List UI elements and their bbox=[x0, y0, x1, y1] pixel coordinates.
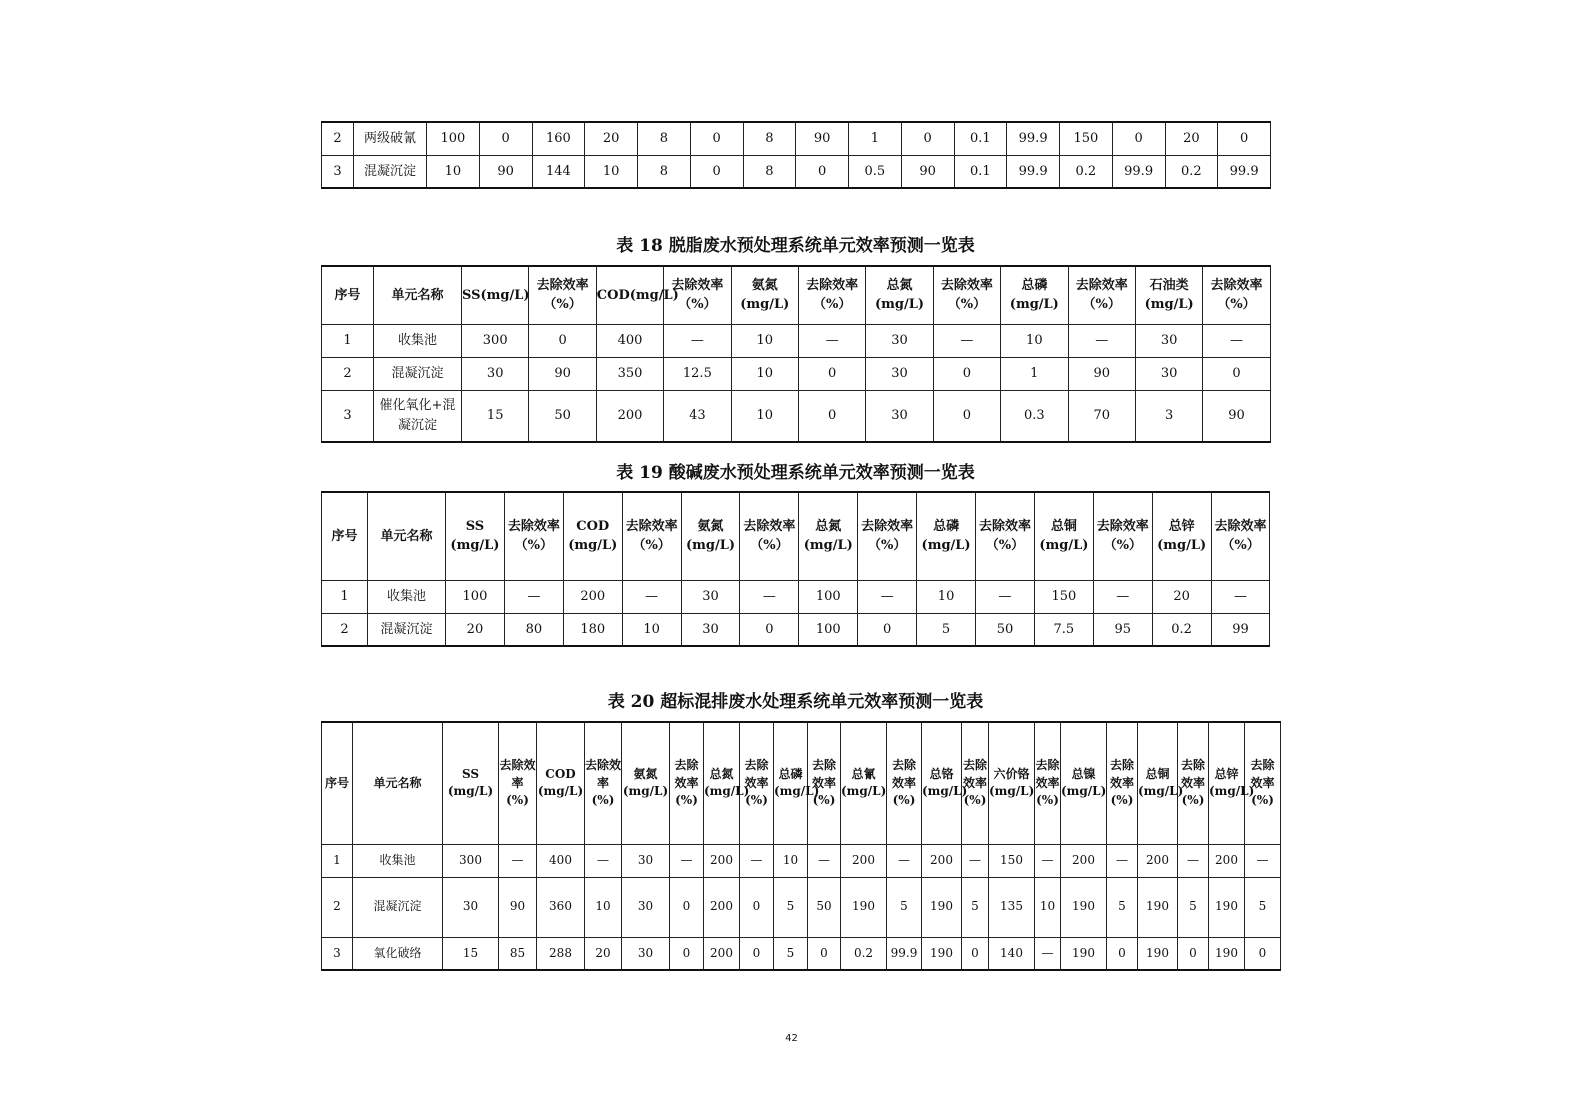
table-cell: 1 bbox=[322, 580, 368, 613]
column-header: 总磷 (mg/L) bbox=[917, 492, 976, 580]
column-header: 单元名称 bbox=[374, 266, 462, 324]
table-cell: 99 bbox=[1211, 613, 1270, 646]
table-cell: 190 bbox=[1209, 937, 1245, 970]
table-cell: — bbox=[499, 844, 537, 877]
table-cell: 1 bbox=[322, 324, 374, 357]
table-cell: 135 bbox=[989, 877, 1035, 937]
page-number: 42 bbox=[785, 1033, 798, 1044]
table-cell: 30 bbox=[622, 937, 670, 970]
table-cell: — bbox=[858, 580, 917, 613]
table-cell: 100 bbox=[446, 580, 505, 613]
table-cell: — bbox=[933, 324, 1000, 357]
table-cell: 5 bbox=[917, 613, 976, 646]
table-cell: 0.3 bbox=[1001, 390, 1068, 442]
table18-title: 表 18 脱脂废水预处理系统单元效率预测一览表 bbox=[616, 236, 975, 256]
table-cell: 0 bbox=[1112, 122, 1165, 155]
column-header: 去除效率（%） bbox=[504, 492, 563, 580]
column-header: 去除效率（%） bbox=[664, 266, 731, 324]
column-header: 去除效率 (%) bbox=[1035, 722, 1061, 844]
table-cell: 0 bbox=[690, 122, 743, 155]
column-header: 石油类 (mg/L) bbox=[1135, 266, 1202, 324]
table-cell: 0 bbox=[740, 877, 774, 937]
table-cell: 90 bbox=[479, 155, 532, 188]
table-cell: 50 bbox=[529, 390, 596, 442]
table-cell: 160 bbox=[532, 122, 585, 155]
table-cell: 催化氧化+混凝沉淀 bbox=[374, 390, 462, 442]
table-cell: 90 bbox=[796, 122, 849, 155]
table-cell: 200 bbox=[1138, 844, 1178, 877]
table-cell: 200 bbox=[704, 844, 740, 877]
table-cell: — bbox=[670, 844, 704, 877]
column-header: 去除效率（%） bbox=[1203, 266, 1270, 324]
table-cell: — bbox=[740, 580, 799, 613]
column-header: 去除效率（%） bbox=[933, 266, 1000, 324]
table-cell: 20 bbox=[585, 122, 638, 155]
column-header: 去除效率（%） bbox=[529, 266, 596, 324]
table-cell: 0 bbox=[901, 122, 954, 155]
table-cell: 30 bbox=[866, 390, 933, 442]
table-cell: 30 bbox=[681, 613, 740, 646]
table-cell: 300 bbox=[443, 844, 499, 877]
table-cell: 0 bbox=[670, 877, 704, 937]
column-header: 去除效率 (%) bbox=[1178, 722, 1209, 844]
table-cell: 混凝沉淀 bbox=[354, 155, 427, 188]
table-cell: 10 bbox=[427, 155, 480, 188]
table-cell: 90 bbox=[499, 877, 537, 937]
table-cell: 30 bbox=[1135, 324, 1202, 357]
table-cell: 50 bbox=[976, 613, 1035, 646]
table-cell: 0 bbox=[1218, 122, 1271, 155]
table-cell: 5 bbox=[1107, 877, 1138, 937]
column-header: 去除效率 (%) bbox=[499, 722, 537, 844]
table-cell: 0 bbox=[798, 390, 865, 442]
table-cell: 两级破氰 bbox=[354, 122, 427, 155]
table-cell: — bbox=[622, 580, 681, 613]
table-cell: 99.9 bbox=[1218, 155, 1271, 188]
table-cell: 3 bbox=[322, 937, 353, 970]
table-cell: 1 bbox=[849, 122, 902, 155]
column-header: 六价铬 (mg/L) bbox=[989, 722, 1035, 844]
table-cell: 200 bbox=[922, 844, 962, 877]
table-cell: 0 bbox=[962, 937, 989, 970]
table-cell: 3 bbox=[322, 155, 354, 188]
table-cell: 0 bbox=[933, 390, 1000, 442]
table-cell: 70 bbox=[1068, 390, 1135, 442]
table-cell: 400 bbox=[596, 324, 663, 357]
table-cell: — bbox=[1245, 844, 1281, 877]
table-cell: 0.2 bbox=[1165, 155, 1218, 188]
table-cell: 200 bbox=[1209, 844, 1245, 877]
column-header: COD (mg/L) bbox=[537, 722, 585, 844]
column-header: 去除效率（%） bbox=[622, 492, 681, 580]
table-cell: 85 bbox=[499, 937, 537, 970]
column-header: 去除效率（%） bbox=[1068, 266, 1135, 324]
table-cell: 2 bbox=[322, 357, 374, 390]
table-cell: 90 bbox=[901, 155, 954, 188]
table-cell: 200 bbox=[1061, 844, 1107, 877]
column-header: 去除效率（%） bbox=[740, 492, 799, 580]
table-cell: 140 bbox=[989, 937, 1035, 970]
table-cell: 混凝沉淀 bbox=[353, 877, 443, 937]
table-cell: 0.1 bbox=[954, 155, 1007, 188]
table-cell: 10 bbox=[731, 390, 798, 442]
table-cell: 8 bbox=[743, 155, 796, 188]
table-cell: 5 bbox=[774, 937, 808, 970]
table-cell: 360 bbox=[537, 877, 585, 937]
table-cell: 190 bbox=[1138, 937, 1178, 970]
table-cell: 10 bbox=[585, 155, 638, 188]
table-cell: 288 bbox=[537, 937, 585, 970]
column-header: 总铜 (mg/L) bbox=[1138, 722, 1178, 844]
table-cell: 0.2 bbox=[841, 937, 887, 970]
table-cell: 15 bbox=[443, 937, 499, 970]
table-cell: 30 bbox=[622, 844, 670, 877]
table-cell: 0 bbox=[670, 937, 704, 970]
table-cell: — bbox=[1035, 937, 1061, 970]
table-cell: 99.9 bbox=[887, 937, 922, 970]
column-header: 单元名称 bbox=[368, 492, 446, 580]
table-cell: 200 bbox=[596, 390, 663, 442]
table-cell: 150 bbox=[989, 844, 1035, 877]
table-cell: 200 bbox=[841, 844, 887, 877]
column-header: 总铜 (mg/L) bbox=[1034, 492, 1093, 580]
table-cell: 8 bbox=[638, 122, 691, 155]
column-header: 去除效率 (%) bbox=[740, 722, 774, 844]
column-header: 去除效率（%） bbox=[1211, 492, 1270, 580]
table-cell: 0 bbox=[798, 357, 865, 390]
table-cell: 90 bbox=[529, 357, 596, 390]
table-cell: — bbox=[1035, 844, 1061, 877]
table-cell: 190 bbox=[1061, 937, 1107, 970]
table-cell: — bbox=[798, 324, 865, 357]
table-cell: 190 bbox=[1209, 877, 1245, 937]
table-cell: 20 bbox=[446, 613, 505, 646]
table-cell: 99.9 bbox=[1112, 155, 1165, 188]
column-header: 总磷 (mg/L) bbox=[774, 722, 808, 844]
column-header: 总锌 (mg/L) bbox=[1209, 722, 1245, 844]
column-header: 去除效率（%） bbox=[976, 492, 1035, 580]
column-header: 氨氮 (mg/L) bbox=[681, 492, 740, 580]
table-cell: 30 bbox=[1135, 357, 1202, 390]
table-cell: 80 bbox=[504, 613, 563, 646]
column-header: 去除效率 (%) bbox=[887, 722, 922, 844]
table-cell: — bbox=[887, 844, 922, 877]
table-cell: 0.2 bbox=[1152, 613, 1211, 646]
table-cell: — bbox=[740, 844, 774, 877]
table-row bbox=[322, 122, 1271, 155]
table20 bbox=[321, 721, 1281, 971]
table-cell: — bbox=[1211, 580, 1270, 613]
table-cell: 2 bbox=[322, 877, 353, 937]
column-header: 去除效率 (%) bbox=[1107, 722, 1138, 844]
table20-title: 表 20 超标混排废水处理系统单元效率预测一览表 bbox=[607, 692, 984, 712]
table19 bbox=[321, 491, 1270, 647]
table-cell: 190 bbox=[922, 877, 962, 937]
table-cell: 20 bbox=[1165, 122, 1218, 155]
table-cell: 100 bbox=[799, 580, 858, 613]
column-header: 总氮 (mg/L) bbox=[866, 266, 933, 324]
column-header: SS(mg/L) bbox=[462, 266, 529, 324]
table-cell: 收集池 bbox=[353, 844, 443, 877]
column-header: SS (mg/L) bbox=[446, 492, 505, 580]
table-cell: 15 bbox=[462, 390, 529, 442]
table-cell: 5 bbox=[1178, 877, 1209, 937]
table-row bbox=[322, 155, 1271, 188]
table-cell: 0.5 bbox=[849, 155, 902, 188]
table-cell: 0 bbox=[933, 357, 1000, 390]
column-header: 总氮 (mg/L) bbox=[799, 492, 858, 580]
table-cell: 10 bbox=[917, 580, 976, 613]
column-header: 氨氮 (mg/L) bbox=[731, 266, 798, 324]
table-row bbox=[322, 844, 1281, 877]
table-cell: 90 bbox=[1203, 390, 1270, 442]
table-cell: 0 bbox=[479, 122, 532, 155]
table-cell: 1 bbox=[322, 844, 353, 877]
table-cell: 300 bbox=[462, 324, 529, 357]
column-header: 去除效率 (%) bbox=[1245, 722, 1281, 844]
table-cell: — bbox=[504, 580, 563, 613]
table-cell: 0 bbox=[796, 155, 849, 188]
table-cell: 50 bbox=[808, 877, 841, 937]
table-cell: 5 bbox=[774, 877, 808, 937]
table-cell: 混凝沉淀 bbox=[368, 613, 446, 646]
column-header: 去除效率 (%) bbox=[808, 722, 841, 844]
table-cell: 30 bbox=[443, 877, 499, 937]
table-cell: 2 bbox=[322, 613, 368, 646]
table-cell: 190 bbox=[1138, 877, 1178, 937]
column-header: 去除效率 (%) bbox=[670, 722, 704, 844]
table-cell: — bbox=[976, 580, 1035, 613]
table-cell: 0 bbox=[1245, 937, 1281, 970]
table-cell: 90 bbox=[1068, 357, 1135, 390]
table-cell: 0.1 bbox=[954, 122, 1007, 155]
column-header: 总氰 (mg/L) bbox=[841, 722, 887, 844]
table-cell: 150 bbox=[1060, 122, 1113, 155]
column-header: 总氮 (mg/L) bbox=[704, 722, 740, 844]
table-row bbox=[322, 877, 1281, 937]
table-cell: 30 bbox=[681, 580, 740, 613]
table-cell: 200 bbox=[563, 580, 622, 613]
table-cell: 0 bbox=[858, 613, 917, 646]
table-cell: 30 bbox=[622, 877, 670, 937]
table-row bbox=[322, 357, 1271, 390]
table-cell: 0 bbox=[1203, 357, 1270, 390]
table-cell: 3 bbox=[322, 390, 374, 442]
table-row bbox=[322, 324, 1271, 357]
column-header: 序号 bbox=[322, 266, 374, 324]
table-cell: 95 bbox=[1093, 613, 1152, 646]
table-cell: 190 bbox=[922, 937, 962, 970]
table-cell: 99.9 bbox=[1007, 122, 1060, 155]
table-cell: — bbox=[664, 324, 731, 357]
table-cell: 150 bbox=[1034, 580, 1093, 613]
table-cell: 0 bbox=[740, 613, 799, 646]
table-row bbox=[322, 580, 1270, 613]
column-header: 单元名称 bbox=[353, 722, 443, 844]
table-cell: 10 bbox=[731, 324, 798, 357]
table-cell: 0 bbox=[808, 937, 841, 970]
column-header: 去除效率（%） bbox=[798, 266, 865, 324]
table-cell: 190 bbox=[1061, 877, 1107, 937]
table-cell: 氧化破络 bbox=[353, 937, 443, 970]
table-cell: 10 bbox=[731, 357, 798, 390]
table-cell: 30 bbox=[866, 324, 933, 357]
table-cell: 3 bbox=[1135, 390, 1202, 442]
column-header: 总锌 (mg/L) bbox=[1152, 492, 1211, 580]
table-cell: — bbox=[1178, 844, 1209, 877]
table-cell: 收集池 bbox=[374, 324, 462, 357]
table-cell: 200 bbox=[704, 877, 740, 937]
table-cell: — bbox=[585, 844, 622, 877]
table-cell: 5 bbox=[962, 877, 989, 937]
table-cell: 190 bbox=[841, 877, 887, 937]
table-cell: 10 bbox=[1035, 877, 1061, 937]
table18 bbox=[321, 265, 1271, 443]
table-cell: 0 bbox=[690, 155, 743, 188]
column-header: 去除效率（%） bbox=[858, 492, 917, 580]
table-cell: 400 bbox=[537, 844, 585, 877]
column-header: COD(mg/L) bbox=[596, 266, 663, 324]
table-cell: — bbox=[962, 844, 989, 877]
table-cell: 10 bbox=[622, 613, 681, 646]
table-cell: 5 bbox=[1245, 877, 1281, 937]
table-cell: — bbox=[808, 844, 841, 877]
table-cell: 0.2 bbox=[1060, 155, 1113, 188]
table-cell: 0 bbox=[1178, 937, 1209, 970]
column-header: SS (mg/L) bbox=[443, 722, 499, 844]
column-header: 去除效率（%） bbox=[1093, 492, 1152, 580]
table-cell: — bbox=[1203, 324, 1270, 357]
table-cell: 30 bbox=[866, 357, 933, 390]
column-header: 去除效率 (%) bbox=[962, 722, 989, 844]
table-cell: 180 bbox=[563, 613, 622, 646]
table-cell: — bbox=[1093, 580, 1152, 613]
column-header: 序号 bbox=[322, 492, 368, 580]
table-cell: 8 bbox=[638, 155, 691, 188]
table-cell: 20 bbox=[585, 937, 622, 970]
table-cell: 混凝沉淀 bbox=[374, 357, 462, 390]
table-cell: 10 bbox=[1001, 324, 1068, 357]
table-cell: 99.9 bbox=[1007, 155, 1060, 188]
table-cell: 1 bbox=[1001, 357, 1068, 390]
column-header: 氨氮 (mg/L) bbox=[622, 722, 670, 844]
table-cell: 0 bbox=[740, 937, 774, 970]
column-header: 总磷 (mg/L) bbox=[1001, 266, 1068, 324]
table-cell: 10 bbox=[774, 844, 808, 877]
table-row bbox=[322, 937, 1281, 970]
table-row bbox=[322, 390, 1271, 442]
table-cell: 12.5 bbox=[664, 357, 731, 390]
column-header: COD (mg/L) bbox=[563, 492, 622, 580]
table-cell: 收集池 bbox=[368, 580, 446, 613]
table-cell: 10 bbox=[585, 877, 622, 937]
table-cell: 0 bbox=[529, 324, 596, 357]
continued-table bbox=[321, 121, 1271, 189]
table-cell: 43 bbox=[664, 390, 731, 442]
table-cell: 100 bbox=[799, 613, 858, 646]
table-row bbox=[322, 613, 1270, 646]
column-header: 序号 bbox=[322, 722, 353, 844]
table-cell: — bbox=[1107, 844, 1138, 877]
table-cell: 5 bbox=[887, 877, 922, 937]
table-cell: 350 bbox=[596, 357, 663, 390]
table-cell: 144 bbox=[532, 155, 585, 188]
table-cell: — bbox=[1068, 324, 1135, 357]
table-cell: 8 bbox=[743, 122, 796, 155]
table-cell: 30 bbox=[462, 357, 529, 390]
table19-title: 表 19 酸碱废水预处理系统单元效率预测一览表 bbox=[616, 463, 975, 483]
column-header: 去除效率 (%) bbox=[585, 722, 622, 844]
table-cell: 7.5 bbox=[1034, 613, 1093, 646]
table-cell: 0 bbox=[1107, 937, 1138, 970]
table-cell: 200 bbox=[704, 937, 740, 970]
column-header: 总镍 (mg/L) bbox=[1061, 722, 1107, 844]
table-cell: 100 bbox=[427, 122, 480, 155]
column-header: 总铬 (mg/L) bbox=[922, 722, 962, 844]
table-cell: 20 bbox=[1152, 580, 1211, 613]
table-cell: 2 bbox=[322, 122, 354, 155]
